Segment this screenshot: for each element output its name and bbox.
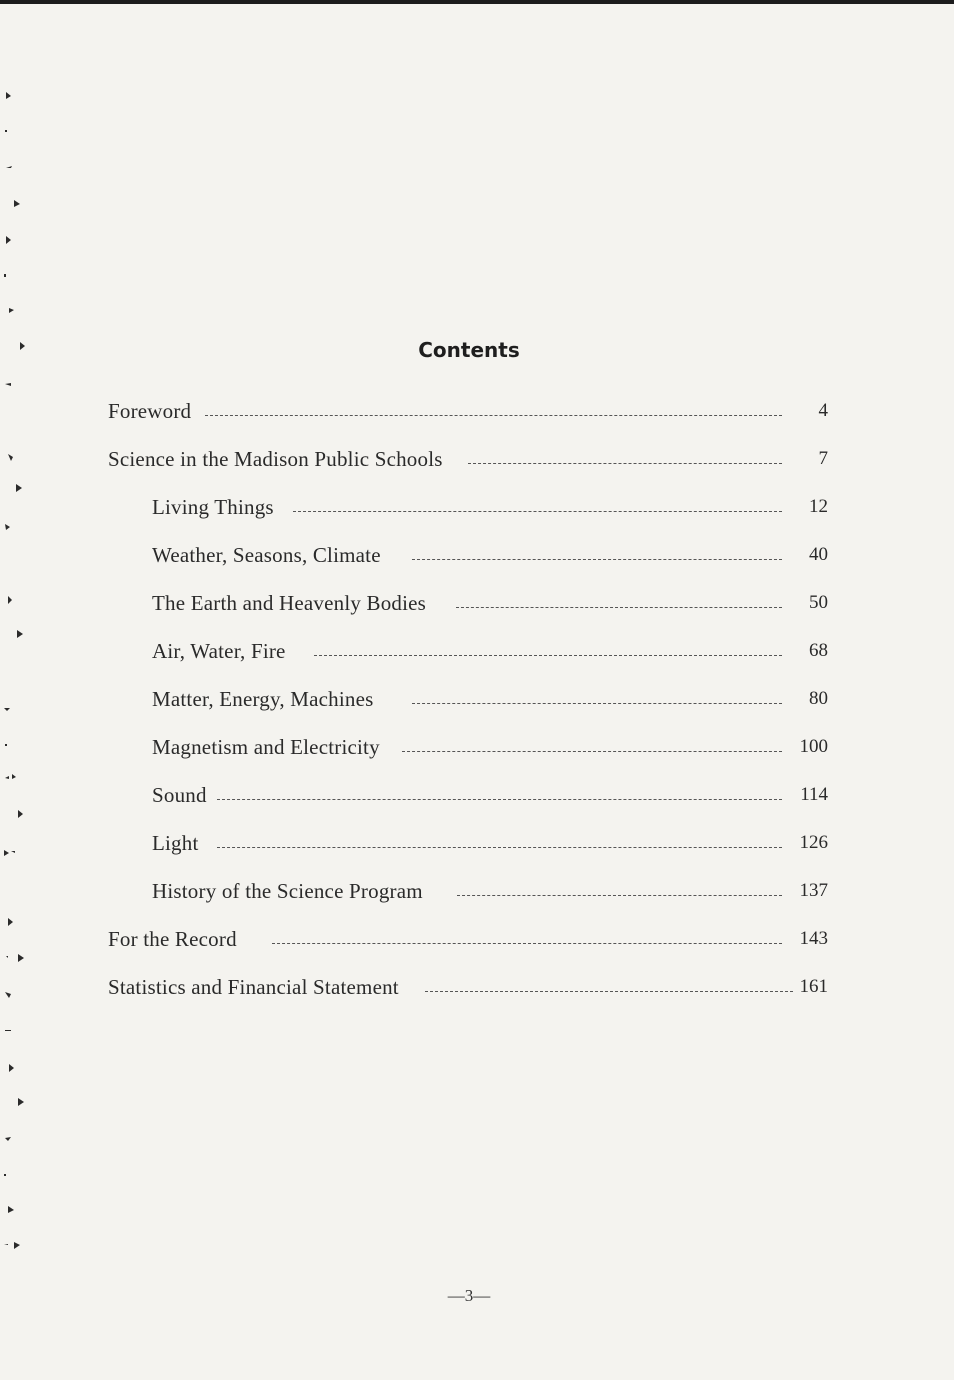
toc-entry-sound[interactable] <box>0 780 954 810</box>
toc-entry-label: Matter, Energy, Machines <box>152 687 374 711</box>
toc-leader <box>412 559 782 560</box>
toc-entry-label: Magnetism and Electricity <box>152 735 380 759</box>
page-number: —3— <box>447 1286 491 1305</box>
toc-entry-page: 137 <box>799 880 828 901</box>
page-top-edge <box>0 0 954 4</box>
toc-entry-page: 68 <box>809 640 828 661</box>
toc-entry-label: Air, Water, Fire <box>152 639 286 663</box>
toc-leader <box>457 895 782 896</box>
toc-entry-history[interactable] <box>0 876 954 906</box>
toc-entry-foreword[interactable] <box>0 396 954 426</box>
toc-entry-statistics[interactable] <box>0 972 954 1002</box>
toc-entry-page: 50 <box>809 592 828 613</box>
toc-entry-for-the-record[interactable] <box>0 924 954 954</box>
toc-leader <box>456 607 782 608</box>
toc-entry-label: Foreword <box>108 399 192 423</box>
toc-leader <box>468 463 782 464</box>
toc-entry-label: The Earth and Heavenly Bodies <box>152 591 427 615</box>
toc-entry-page: 114 <box>800 784 828 805</box>
toc-entry-magnetism[interactable] <box>0 732 954 762</box>
toc-entry-label: Living Things <box>152 495 274 519</box>
toc-entry-page: 126 <box>799 832 828 853</box>
toc-entry-label: Statistics and Financial Statement <box>108 975 399 999</box>
toc-entry-air-water-fire[interactable] <box>0 636 954 666</box>
contents-title: Contents <box>418 338 520 362</box>
toc-entry-page: 12 <box>809 496 828 517</box>
toc-entry-page: 7 <box>818 448 828 469</box>
toc-entry-label: History of the Science Program <box>152 879 423 903</box>
toc-leader <box>217 847 782 848</box>
toc-entry-label: Sound <box>152 783 207 807</box>
toc-leader <box>314 655 782 656</box>
toc-entry-earth[interactable] <box>0 588 954 618</box>
toc-leader <box>205 415 782 416</box>
toc-entry-label: For the Record <box>108 927 237 951</box>
toc-entry-weather[interactable] <box>0 540 954 570</box>
toc-entry-science[interactable] <box>0 444 954 474</box>
toc-entry-page: 161 <box>799 976 828 997</box>
toc-entry-page: 80 <box>809 688 828 709</box>
toc-leader <box>402 751 782 752</box>
toc-entry-matter[interactable] <box>0 684 954 714</box>
toc-entry-label: Weather, Seasons, Climate <box>152 543 381 567</box>
toc-leader <box>293 511 782 512</box>
toc-entry-page: 100 <box>799 736 828 757</box>
toc-entry-page: 40 <box>809 544 828 565</box>
toc-leader <box>425 991 793 992</box>
toc-entry-living-things[interactable] <box>0 492 954 522</box>
toc-entry-label: Light <box>152 831 199 855</box>
toc-entry-page: 143 <box>799 928 828 949</box>
toc-entry-light[interactable] <box>0 828 954 858</box>
toc-entry-page: 4 <box>818 400 828 421</box>
toc-entry-label: Science in the Madison Public Schools <box>108 447 443 471</box>
toc-leader <box>272 943 782 944</box>
toc-leader <box>217 799 782 800</box>
toc-leader <box>412 703 782 704</box>
